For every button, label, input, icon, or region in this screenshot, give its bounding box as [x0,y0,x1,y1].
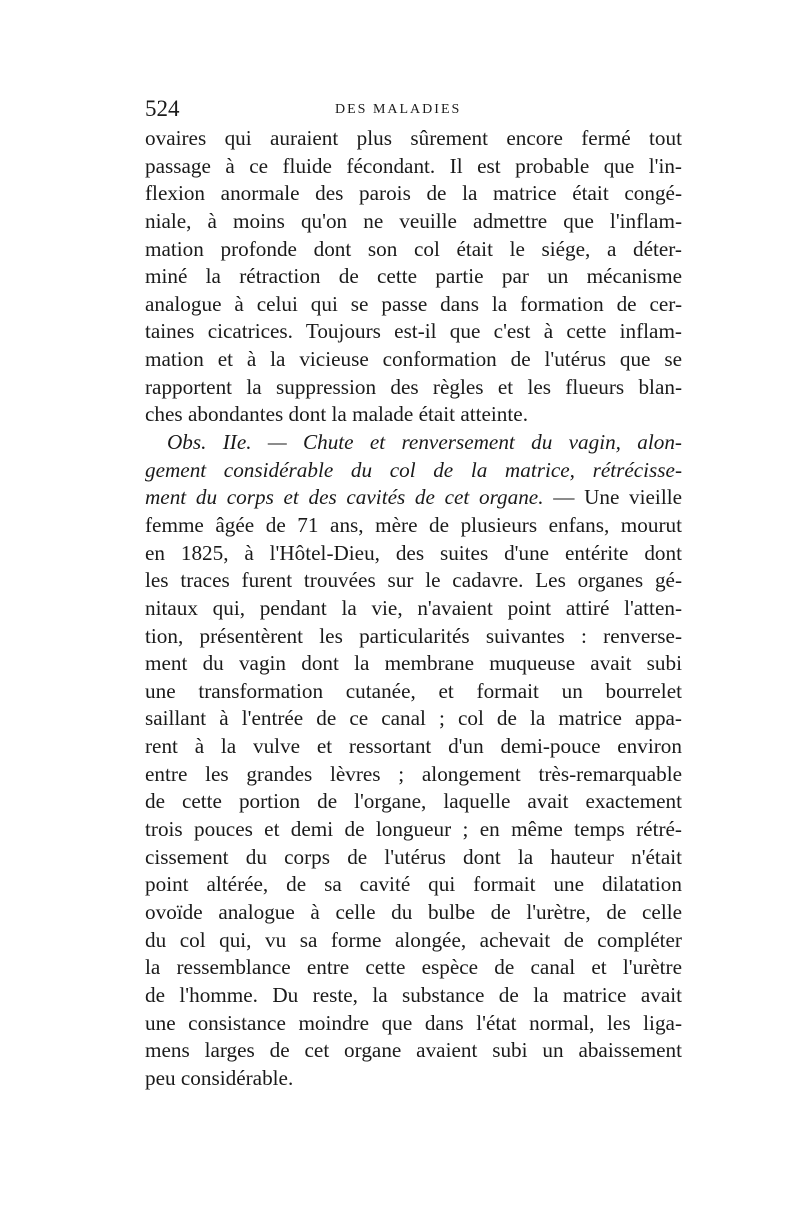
text-line: en 1825, à l'Hôtel-Dieu, des suites d'une entérite dont [145,540,682,565]
text-line: la ressemblance entre cette espèce de canal et l'urètre [145,955,682,980]
observation-heading-line [145,484,682,512]
text-line: ment du vagin dont la membrane muqueuse avait subi [145,651,682,676]
text-line: de cette portion de l'organe, laquelle avait exactement [145,789,682,814]
text-line: mens larges de cet organe avaient subi un abaissement [145,1038,682,1063]
text-line: analogue à celui qui se passe dans la formation de cer- [145,291,682,316]
text-line: de l'homme. Du reste, la substance de la matrice avait [145,982,682,1007]
text-line: miné la rétraction de cette partie par un mécanisme [145,264,682,289]
text-line: femme âgée de 71 ans, mère de plusieurs enfans, mourut [145,512,682,537]
text-line: passage à ce fluide fécondant. Il est probable que l'in- [145,153,682,178]
observation-heading-line: Obs. IIe. — Chute et renversement du vagin, alon- [167,430,682,455]
running-head: DES MALADIES [335,102,462,117]
body-text [145,125,682,1092]
text-line: rent à la vulve et ressortant d'un demi-pouce environ [145,734,682,759]
observation-heading-line: gement considérable du col de la matrice, rétrécisse- [145,457,682,482]
text-line: ovaires qui auraient plus sûrement encore fermé tout [145,126,682,150]
text-line: taines cicatrices. Toujours est-il que c'est à cette inflam- [145,319,682,344]
text-line: peu considérable. [145,1065,294,1090]
text-line: flexion anormale des parois de la matrice était congé- [145,181,682,206]
text-line: entre les grandes lèvres ; alongement très-remarquable [145,761,682,786]
text-line: saillant à l'entrée de ce canal ; col de la matrice appa- [145,706,682,731]
text-line: ches abondantes dont la malade était atteinte. [145,402,528,427]
text-line: nitaux qui, pendant la vie, n'avaient point attiré l'atten- [145,595,682,620]
text-line: rapportent la suppression des règles et les flueurs blan- [145,374,682,399]
text-line: mation profonde dont son col était le siége, a déter- [145,236,682,261]
observation-text-start: — Une vieille [543,485,682,510]
page-number: 524 [145,96,180,121]
text-line: cissement du corps de l'utérus dont la hauteur n'était [145,844,682,869]
text-line: une consistance moindre que dans l'état normal, les liga- [145,1010,682,1035]
text-line: mation et à la vicieuse conformation de l'utérus que se [145,347,682,372]
page-header [145,96,680,126]
text-line: niale, à moins qu'on ne veuille admettre que l'inflam- [145,208,682,233]
text-line: du col qui, vu sa forme alongée, achevait de compléter [145,927,682,952]
text-line: les traces furent trouvées sur le cadavre. Les organes gé- [145,568,682,593]
text-line: ovoïde analogue à celle du bulbe de l'urètre, de celle [145,899,682,924]
text-line: point altérée, de sa cavité qui formait une dilatation [145,872,682,897]
observation-heading-end: ment du corps et des cavités de cet organe. [145,485,544,510]
text-line: tion, présentèrent les particularités suivantes : renverse- [145,623,682,648]
text-line: une transformation cutanée, et formait un bourrelet [145,678,682,703]
text-line: trois pouces et demi de longueur ; en même temps rétré- [145,817,682,842]
